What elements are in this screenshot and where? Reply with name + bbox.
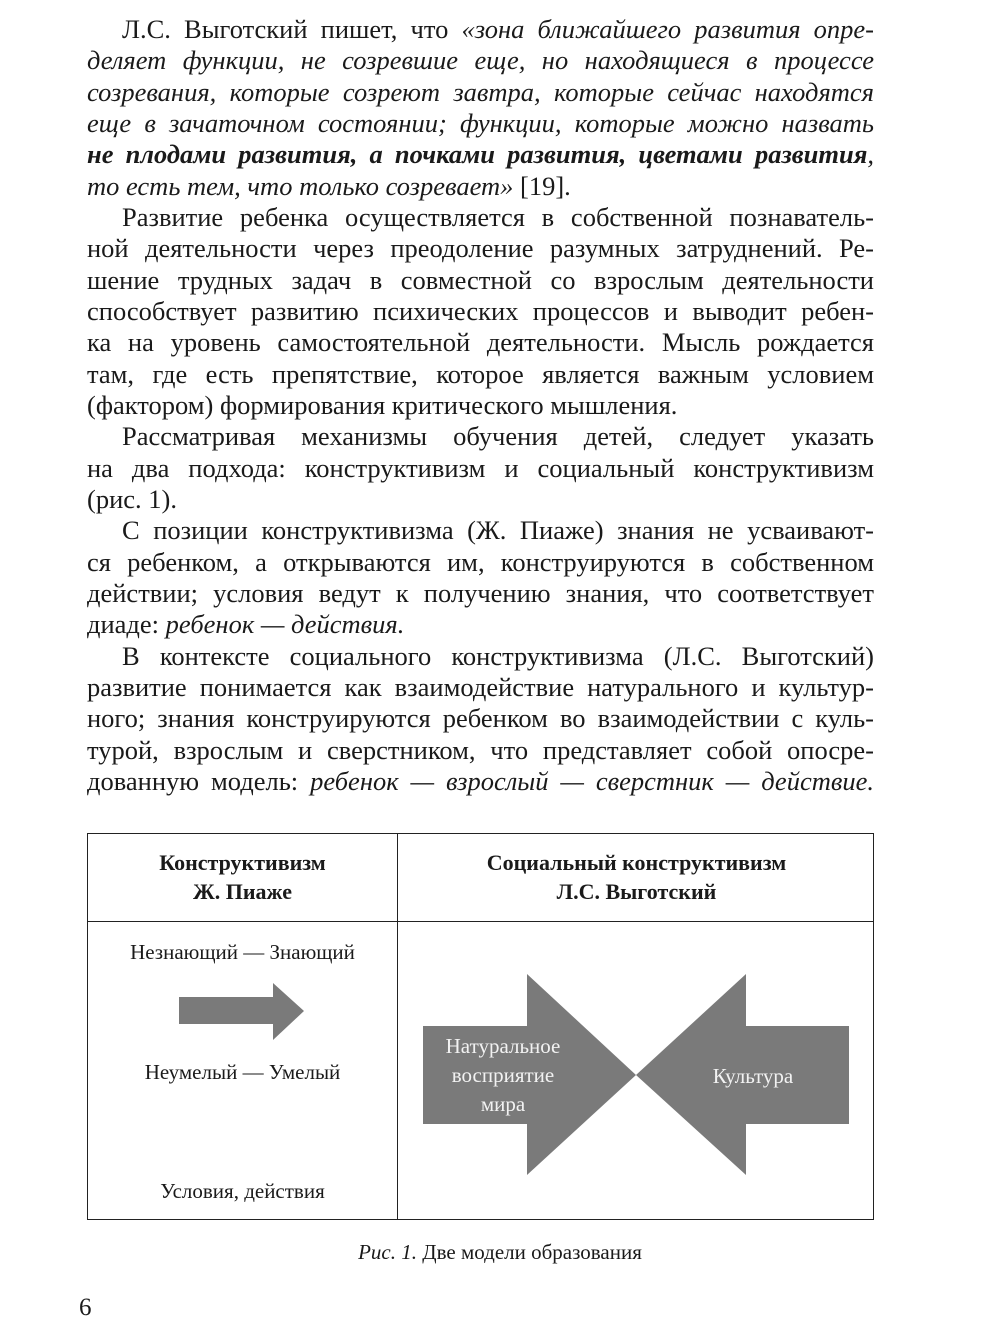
text-segment: ка на уровень самостоятельной деятельности. Мысль рождается xyxy=(87,327,874,358)
text-segment: , xyxy=(867,139,874,170)
figure-caption xyxy=(0,1240,1000,1265)
item-unknowing-knowing: Незнающий — Знающий xyxy=(130,940,355,964)
text-segment: ся ребенком, а открываются им, конструируются в собственном xyxy=(87,546,874,577)
text-line xyxy=(87,421,874,452)
text-line xyxy=(87,359,874,390)
text-segment: еще в зачаточном состоянии; функции, которые можно назвать xyxy=(87,107,874,138)
text-segment: ребенок — взрослый — сверстник — действие. xyxy=(310,765,874,796)
text-segment: созревания, которые созреют завтра, которые сейчас находятся xyxy=(87,76,874,107)
text-line xyxy=(87,327,874,358)
text-segment: диаде: xyxy=(87,609,166,640)
text-line xyxy=(87,233,874,264)
header-author: Л.С. Выготский xyxy=(556,879,717,904)
text-segment: на два подхода: конструктивизм и социальный конструктивизм xyxy=(87,452,874,483)
text-segment: С позиции конструктивизма (Ж. Пиаже) знания не усваивают- xyxy=(122,515,874,546)
text-line xyxy=(87,171,874,202)
text-line xyxy=(87,265,874,296)
text-segment: действии; условия ведут к получению знания, что соответствует xyxy=(87,577,874,608)
label-line: восприятие xyxy=(451,1063,555,1087)
item-conditions-actions: Условия, действия xyxy=(160,1179,325,1203)
text-segment: дованную модель: xyxy=(87,765,311,796)
text-line xyxy=(87,641,874,672)
caption-text: Две модели образования xyxy=(417,1240,642,1264)
figure-two-models xyxy=(87,833,874,1220)
page-number: 6 xyxy=(79,1294,92,1321)
text-line xyxy=(87,45,874,76)
text-segment: ной деятельности через преодоление разумных затруднений. Ре- xyxy=(87,233,874,264)
text-line xyxy=(87,703,874,734)
text-segment: «зона ближайшего развития опре- xyxy=(461,14,874,44)
text-segment: шение трудных задач в совместной со взрослым деятельности xyxy=(87,264,874,295)
text-segment: там, где есть препятствие, которое является важным условием xyxy=(87,358,874,389)
label-line: мира xyxy=(480,1092,526,1116)
text-segment: ребенок — действия. xyxy=(165,609,405,640)
text-line xyxy=(87,77,874,108)
text-line xyxy=(87,672,874,703)
text-line xyxy=(87,453,874,484)
label-line: Натуральное xyxy=(445,1034,561,1058)
text-segment: деляет функции, не созревшие еще, но находящиеся в процессе xyxy=(87,45,874,76)
text-line xyxy=(87,766,874,797)
text-line xyxy=(87,14,874,45)
text-segment: развитие понимается как взаимодействие натурального и культур- xyxy=(87,671,874,702)
text-segment: [19]. xyxy=(513,170,571,201)
text-line xyxy=(87,735,874,766)
natural-perception-label xyxy=(423,1032,583,1119)
text-line xyxy=(87,296,874,327)
text-segment: турой, взрослым и сверстником, что представляет собой опосре- xyxy=(87,734,874,765)
text-line xyxy=(87,515,874,546)
text-segment: Л.С. Выготский пишет, что xyxy=(122,14,462,44)
text-line xyxy=(87,578,874,609)
text-segment: (рис. 1). xyxy=(87,483,177,514)
text-segment: то есть тем, что только созревает» xyxy=(87,170,514,201)
text-line xyxy=(87,139,874,170)
text-line xyxy=(87,202,874,233)
header-title: Конструктивизм xyxy=(159,850,326,875)
body-text xyxy=(87,14,874,797)
text-segment: (фактором) формирования критического мышления. xyxy=(87,389,678,420)
text-segment: способствует развитию психических процессов и выводит ребен- xyxy=(87,295,874,326)
caption-label: Рис. 1. xyxy=(358,1240,418,1264)
culture-label: Культура xyxy=(712,1064,794,1088)
item-unskilled-skilled: Неумелый — Умелый xyxy=(144,1060,341,1084)
text-line xyxy=(87,390,874,421)
arrows-diagram xyxy=(88,834,875,1221)
text-line xyxy=(87,609,874,640)
text-line xyxy=(87,484,874,515)
text-segment: Рассматривая механизмы обучения детей, следует указать xyxy=(122,421,874,452)
text-segment: Развитие ребенка осуществляется в собственной познаватель- xyxy=(122,201,874,232)
text-segment: не плодами развития, а почками развития, цветами развития xyxy=(87,139,868,170)
text-line xyxy=(87,547,874,578)
text-segment: ного; знания конструируются ребенком во взаимодействии с куль- xyxy=(87,703,874,734)
text-line xyxy=(87,108,874,139)
header-title: Социальный конструктивизм xyxy=(486,850,787,875)
text-segment: В контексте социального конструктивизма (Л.С. Выготский) xyxy=(122,640,874,671)
right-arrow-icon xyxy=(179,983,304,1040)
header-author: Ж. Пиаже xyxy=(193,879,292,904)
